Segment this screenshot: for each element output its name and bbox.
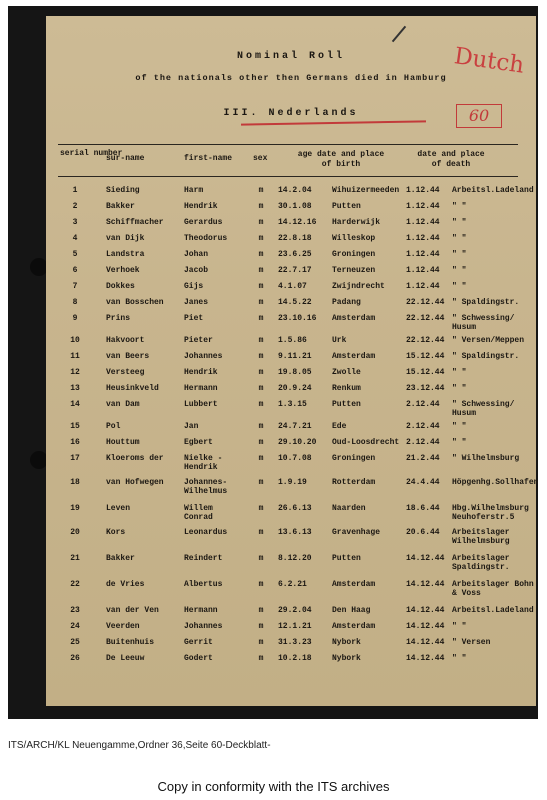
birth-date-cell: 26.6.13 [278,504,312,513]
birth-date-cell: 22.7.17 [278,266,312,275]
firstname-cell: Gerardus [184,218,223,227]
header-firstname: first-name [184,154,233,163]
firstname-cell: Hermann [184,384,218,393]
firstname-cell: Hendrik [184,368,218,377]
firstname-cell: Jan [184,422,199,431]
birth-date-cell: 29.2.04 [278,606,312,615]
firstname-cell: Pieter [184,336,213,345]
birth-date-cell: 8.12.20 [278,554,312,563]
serial-number-cell: 19 [70,504,80,513]
birth-date-cell: 14.5.22 [278,298,312,307]
firstname-cell: Johannes-Wilhelmus [184,478,228,496]
birth-date-cell: 19.8.05 [278,368,312,377]
death-place-cell: Arbeitsl.Ladeland [452,186,534,195]
serial-number-cell: 18 [70,478,80,487]
death-place-cell: " " [452,282,467,291]
firstname-cell: Harm [184,186,204,195]
birth-place-cell: Putten [332,202,361,211]
birth-date-cell: 23.6.25 [278,250,312,259]
birth-date-cell: 9.11.21 [278,352,312,361]
firstname-cell: Janes [184,298,209,307]
death-date-cell: 18.6.44 [406,504,440,513]
birth-date-cell: 14.12.16 [278,218,317,227]
firstname-cell: Nielke - Hendrik [184,454,223,472]
surname-cell: Leven [106,504,131,513]
birth-place-cell: Nybork [332,638,361,647]
sex-cell: m [258,422,264,431]
serial-number-cell: 3 [72,218,78,227]
serial-number-cell: 12 [70,368,80,377]
death-date-cell: 2.12.44 [406,422,440,431]
birth-place-cell: Rotterdam [332,478,376,487]
birth-place-cell: Amsterdam [332,580,376,589]
birth-place-cell: Groningen [332,454,376,463]
birth-date-cell: 22.8.18 [278,234,312,243]
surname-cell: Verhoek [106,266,140,275]
sex-cell: m [258,400,264,409]
death-date-cell: 1.12.44 [406,250,440,259]
firstname-cell: Piet [184,314,204,323]
birth-place-cell: Renkum [332,384,361,393]
death-date-cell: 22.12.44 [406,336,445,345]
death-date-cell: 14.12.44 [406,622,445,631]
serial-number-cell: 10 [70,336,80,345]
firstname-cell: Hendrik [184,202,218,211]
surname-cell: Schiffmacher [106,218,164,227]
birth-date-cell: 31.3.23 [278,638,312,647]
serial-number-cell: 23 [70,606,80,615]
surname-cell: van Bosschen [106,298,164,307]
header-death: date and place of death [417,150,485,169]
surname-cell: Versteeg [106,368,145,377]
death-place-cell: " Versen [452,638,491,647]
page-number-box: 60 [456,104,502,128]
death-date-cell: 23.12.44 [406,384,445,393]
birth-place-cell: Amsterdam [332,352,376,361]
death-date-cell: 1.12.44 [406,218,440,227]
surname-cell: Prins [106,314,131,323]
birth-place-cell: Terneuzen [332,266,376,275]
birth-place-cell: Amsterdam [332,622,376,631]
surname-cell: Heusinkveld [106,384,159,393]
death-date-cell: 1.12.44 [406,282,440,291]
serial-number-cell: 20 [70,528,80,537]
document-page [46,16,539,706]
firstname-cell: Gijs [184,282,204,291]
serial-number-cell: 16 [70,438,80,447]
birth-place-cell: Urk [332,336,347,345]
death-place-cell: " Versen/Meppen [452,336,525,345]
birth-date-cell: 29.10.20 [278,438,317,447]
header-birth: age date and place of birth [297,150,385,169]
sex-cell: m [258,638,264,647]
serial-number-cell: 21 [70,554,80,563]
surname-cell: de Vries [106,580,145,589]
surname-cell: van der Ven [106,606,159,615]
death-date-cell: 1.12.44 [406,186,440,195]
surname-cell: De Leeuw [106,654,145,663]
death-place-cell: " " [452,266,467,275]
serial-number-cell: 14 [70,400,80,409]
birth-place-cell: Zwolle [332,368,361,377]
header-sex: sex [253,154,268,163]
serial-number-cell: 15 [70,422,80,431]
death-date-cell: 15.12.44 [406,368,445,377]
scanned-document-frame [8,6,538,719]
serial-number-cell: 11 [70,352,80,361]
serial-number-cell: 9 [72,314,78,323]
birth-date-cell: 10.2.18 [278,654,312,663]
birth-place-cell: Padang [332,298,361,307]
birth-date-cell: 23.10.16 [278,314,317,323]
death-place-cell: " Schwessing/ Husum [452,400,515,418]
pencil-tick [392,26,406,43]
serial-number-cell: 1 [72,186,78,195]
death-date-cell: 22.12.44 [406,298,445,307]
sex-cell: m [258,336,264,345]
birth-date-cell: 1.9.19 [278,478,307,487]
section-title: III. Nederlands [223,108,359,119]
handwritten-note: Dutch [452,43,526,79]
birth-date-cell: 1.3.15 [278,400,307,409]
header-rule-bottom [58,176,518,177]
surname-cell: Dokkes [106,282,135,291]
death-date-cell: 22.12.44 [406,314,445,323]
death-date-cell: 1.12.44 [406,266,440,275]
birth-place-cell: Naarden [332,504,366,513]
firstname-cell: Gerrit [184,638,213,647]
birth-place-cell: Zwijndrecht [332,282,385,291]
sex-cell: m [258,580,264,589]
serial-number-cell: 13 [70,384,80,393]
death-date-cell: 1.12.44 [406,202,440,211]
sex-cell: m [258,234,264,243]
death-place-cell: " " [452,250,467,259]
surname-cell: van Beers [106,352,150,361]
sex-cell: m [258,622,264,631]
birth-date-cell: 14.2.04 [278,186,312,195]
sex-cell: m [258,368,264,377]
birth-place-cell: Gravenhage [332,528,381,537]
death-place-cell: " " [452,438,467,447]
birth-date-cell: 1.5.86 [278,336,307,345]
sex-cell: m [258,282,264,291]
surname-cell: Kors [106,528,126,537]
death-place-cell: Arbeitslager Wilhelmsburg [452,528,510,546]
surname-cell: Sieding [106,186,140,195]
serial-number-cell: 6 [72,266,78,275]
surname-cell: van Hofwegen [106,478,164,487]
firstname-cell: Lubbert [184,400,218,409]
birth-date-cell: 30.1.08 [278,202,312,211]
death-place-cell: " " [452,384,467,393]
sex-cell: m [258,266,264,275]
sex-cell: m [258,202,264,211]
archive-reference: ITS/ARCH/KL Neuengamme,Ordner 36,Seite 60-Deckblatt- [8,740,271,751]
sex-cell: m [258,454,264,463]
surname-cell: Landstra [106,250,145,259]
birth-date-cell: 20.9.24 [278,384,312,393]
birth-place-cell: Harderwijk [332,218,381,227]
firstname-cell: Leonardus [184,528,228,537]
birth-place-cell: Groningen [332,250,376,259]
serial-number-cell: 17 [70,454,80,463]
conformity-footer: Copy in conformity with the ITS archives [157,779,390,794]
death-place-cell: " " [452,622,467,631]
death-place-cell: " " [452,234,467,243]
birth-place-cell: Oud-Loosdrecht [332,438,400,447]
surname-cell: van Dijk [106,234,145,243]
death-date-cell: 1.12.44 [406,234,440,243]
serial-number-cell: 4 [72,234,78,243]
header-rule-top [58,144,518,145]
document-subtitle: of the nationals other then Germans died in Hamburg [135,73,447,83]
header-surname: sur-name [106,154,145,163]
death-place-cell: Arbeitslager Spaldingstr. [452,554,510,572]
serial-number-cell: 24 [70,622,80,631]
surname-cell: Pol [106,422,121,431]
firstname-cell: Reindert [184,554,223,563]
death-date-cell: 24.4.44 [406,478,440,487]
surname-cell: Houttum [106,438,140,447]
firstname-cell: Egbert [184,438,213,447]
death-place-cell: " Wilhelmsburg [452,454,520,463]
birth-date-cell: 6.2.21 [278,580,307,589]
death-place-cell: Höpgenhg.Sollhafen [452,478,539,487]
birth-date-cell: 12.1.21 [278,622,312,631]
birth-place-cell: Putten [332,554,361,563]
death-date-cell: 14.12.44 [406,580,445,589]
firstname-cell: Johan [184,250,209,259]
firstname-cell: Willem Conrad [184,504,213,522]
serial-number-cell: 25 [70,638,80,647]
sex-cell: m [258,654,264,663]
sex-cell: m [258,504,264,513]
birth-place-cell: Amsterdam [332,314,376,323]
death-date-cell: 20.6.44 [406,528,440,537]
death-place-cell: " Spaldingstr. [452,352,520,361]
firstname-cell: Theodorus [184,234,228,243]
sex-cell: m [258,606,264,615]
firstname-cell: Godert [184,654,213,663]
birth-place-cell: Putten [332,400,361,409]
sex-cell: m [258,218,264,227]
birth-date-cell: 4.1.07 [278,282,307,291]
birth-date-cell: 24.7.21 [278,422,312,431]
sex-cell: m [258,528,264,537]
death-date-cell: 2.12.44 [406,400,440,409]
surname-cell: Hakvoort [106,336,145,345]
sex-cell: m [258,352,264,361]
surname-cell: Veerden [106,622,140,631]
serial-number-cell: 2 [72,202,78,211]
sex-cell: m [258,438,264,447]
serial-number-cell: 26 [70,654,80,663]
death-place-cell: " " [452,368,467,377]
sex-cell: m [258,384,264,393]
birth-place-cell: Ede [332,422,347,431]
death-place-cell: Hbg.Wilhelmsburg Neuhoferstr.5 [452,504,529,522]
death-place-cell: " " [452,202,467,211]
death-date-cell: 14.12.44 [406,606,445,615]
birth-place-cell: Willeskop [332,234,376,243]
death-place-cell: " " [452,422,467,431]
sex-cell: m [258,314,264,323]
firstname-cell: Johannes [184,622,223,631]
sex-cell: m [258,478,264,487]
death-date-cell: 21.2.44 [406,454,440,463]
death-place-cell: Arbeitsl.Ladeland [452,606,534,615]
death-date-cell: 14.12.44 [406,554,445,563]
birth-date-cell: 10.7.08 [278,454,312,463]
header-serial: serial number [60,149,123,158]
serial-number-cell: 22 [70,580,80,589]
birth-place-cell: Wihuizermeeden [332,186,400,195]
serial-number-cell: 8 [72,298,78,307]
death-date-cell: 2.12.44 [406,438,440,447]
surname-cell: Bakker [106,202,135,211]
firstname-cell: Jacob [184,266,209,275]
birth-date-cell: 13.6.13 [278,528,312,537]
sex-cell: m [258,298,264,307]
sex-cell: m [258,554,264,563]
death-date-cell: 14.12.44 [406,654,445,663]
firstname-cell: Johannes [184,352,223,361]
death-place-cell: " " [452,654,467,663]
death-place-cell: " Spaldingstr. [452,298,520,307]
death-place-cell: Arbeitslager Bohn & Voss [452,580,534,598]
death-date-cell: 15.12.44 [406,352,445,361]
death-date-cell: 14.12.44 [406,638,445,647]
sex-cell: m [258,186,264,195]
serial-number-cell: 7 [72,282,78,291]
birth-place-cell: Nybork [332,654,361,663]
surname-cell: van Dam [106,400,140,409]
firstname-cell: Albertus [184,580,223,589]
surname-cell: Kloeroms der [106,454,164,463]
document-title: Nominal Roll [236,51,345,62]
red-underline [241,120,426,125]
firstname-cell: Hermann [184,606,218,615]
surname-cell: Bakker [106,554,135,563]
serial-number-cell: 5 [72,250,78,259]
sex-cell: m [258,250,264,259]
surname-cell: Buitenhuis [106,638,155,647]
death-place-cell: " " [452,218,467,227]
death-place-cell: " Schwessing/ Husum [452,314,515,332]
birth-place-cell: Den Haag [332,606,371,615]
